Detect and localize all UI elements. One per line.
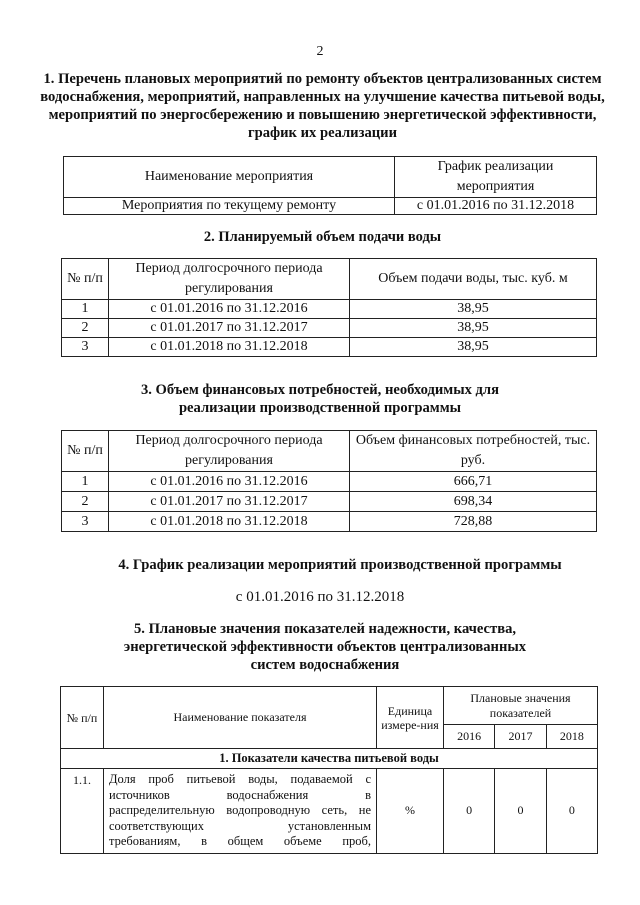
s2-cell: с 01.01.2016 по 31.12.2016 bbox=[109, 300, 350, 319]
section5-table bbox=[60, 686, 598, 854]
s5-row-name-line: соответствующих установленным bbox=[109, 818, 371, 833]
s3-cell: 1 bbox=[62, 472, 109, 492]
s2-cell: с 01.01.2018 по 31.12.2018 bbox=[109, 338, 350, 357]
s1-header-schedule: График реализации мероприятия bbox=[395, 157, 597, 198]
s3-header-num: № п/п bbox=[62, 431, 109, 472]
table-row bbox=[62, 492, 597, 512]
s2-cell: 38,95 bbox=[350, 319, 597, 338]
section4-period: с 01.01.2016 по 31.12.2018 bbox=[235, 589, 405, 605]
s3-header-period: Период долгосрочного периода регулирования bbox=[109, 431, 350, 472]
s2-cell: 3 bbox=[62, 338, 109, 357]
s5-header-year: 2016 bbox=[444, 725, 495, 749]
s3-cell: 3 bbox=[62, 512, 109, 532]
table-row bbox=[62, 338, 597, 357]
s1-row-name: Мероприятия по текущему ремонту bbox=[64, 198, 395, 215]
s3-cell: 728,88 bbox=[350, 512, 597, 532]
s5-row-unit: % bbox=[377, 769, 444, 854]
s2-cell: 38,95 bbox=[350, 338, 597, 357]
table-row bbox=[62, 512, 597, 532]
table-row bbox=[62, 319, 597, 338]
s1-row-schedule: с 01.01.2016 по 31.12.2018 bbox=[395, 198, 597, 215]
s2-header-period: Период долгосрочного периода регулирования bbox=[109, 259, 350, 300]
section3-table bbox=[61, 430, 597, 532]
s1-header-name: Наименование мероприятия bbox=[64, 157, 395, 198]
s5-header-planned: Плановые значения показателей bbox=[444, 687, 598, 725]
s3-header-finance: Объем финансовых потребностей, тыс. руб. bbox=[350, 431, 597, 472]
table-row bbox=[62, 300, 597, 319]
s5-header-year: 2017 bbox=[495, 725, 546, 749]
s5-row-value: 0 bbox=[444, 769, 495, 854]
s5-header-name: Наименование показателя bbox=[104, 687, 377, 749]
s5-row-num: 1.1. bbox=[61, 769, 104, 854]
table-row bbox=[62, 472, 597, 492]
s5-row-name-line: распределительную водопроводную сеть, не bbox=[109, 803, 371, 817]
s5-header-unit: Единица измере-ния bbox=[377, 687, 444, 749]
s5-row-name-line: Доля проб питьевой воды, подаваемой с bbox=[109, 772, 371, 786]
s2-header-num: № п/п bbox=[62, 259, 109, 300]
s3-cell: 698,34 bbox=[350, 492, 597, 512]
section2-table bbox=[61, 258, 597, 357]
section3-title: 3. Объем финансовых потребностей, необходимых для реализации производственной программы bbox=[140, 382, 500, 416]
s3-cell: 2 bbox=[62, 492, 109, 512]
s5-row-name-line: источников водоснабжения в bbox=[109, 787, 371, 802]
s3-cell: 666,71 bbox=[350, 472, 597, 492]
s3-cell: с 01.01.2017 по 31.12.2017 bbox=[109, 492, 350, 512]
section4-title: 4. График реализации мероприятий производственной программы bbox=[118, 557, 562, 573]
section5-title: 5. Плановые значения показателей надежности, качества, энергетической эффективности объектов централизованных систем водоснабжения bbox=[123, 621, 527, 673]
section2-title: 2. Планируемый объем подачи воды bbox=[203, 229, 442, 245]
s2-cell: 38,95 bbox=[350, 300, 597, 319]
s5-header-year: 2018 bbox=[546, 725, 597, 749]
s3-cell: с 01.01.2016 по 31.12.2016 bbox=[109, 472, 350, 492]
section1-title: 1. Перечень плановых мероприятий по ремонту объектов централизованных систем водоснабжения, мероприятий, направленных на улучшение качества питьевой воды, мероприятий по энергосбережению и повышению энергетической эффективности, график их реализации bbox=[40, 71, 605, 141]
table-row bbox=[61, 769, 598, 854]
page-number: 2 bbox=[316, 44, 324, 59]
s2-cell: 1 bbox=[62, 300, 109, 319]
s5-header-num: № п/п bbox=[61, 687, 104, 749]
s5-row-name bbox=[104, 769, 377, 854]
s2-header-volume: Объем подачи воды, тыс. куб. м bbox=[350, 259, 597, 300]
s5-row-name-line: требованиям, в общем объеме проб, bbox=[109, 834, 371, 848]
s2-cell: с 01.01.2017 по 31.12.2017 bbox=[109, 319, 350, 338]
section1-table bbox=[63, 156, 597, 215]
s5-row-value: 0 bbox=[546, 769, 597, 854]
s3-cell: с 01.01.2018 по 31.12.2018 bbox=[109, 512, 350, 532]
s5-row-value: 0 bbox=[495, 769, 546, 854]
s5-group-title: 1. Показатели качества питьевой воды bbox=[61, 749, 598, 769]
s2-cell: 2 bbox=[62, 319, 109, 338]
